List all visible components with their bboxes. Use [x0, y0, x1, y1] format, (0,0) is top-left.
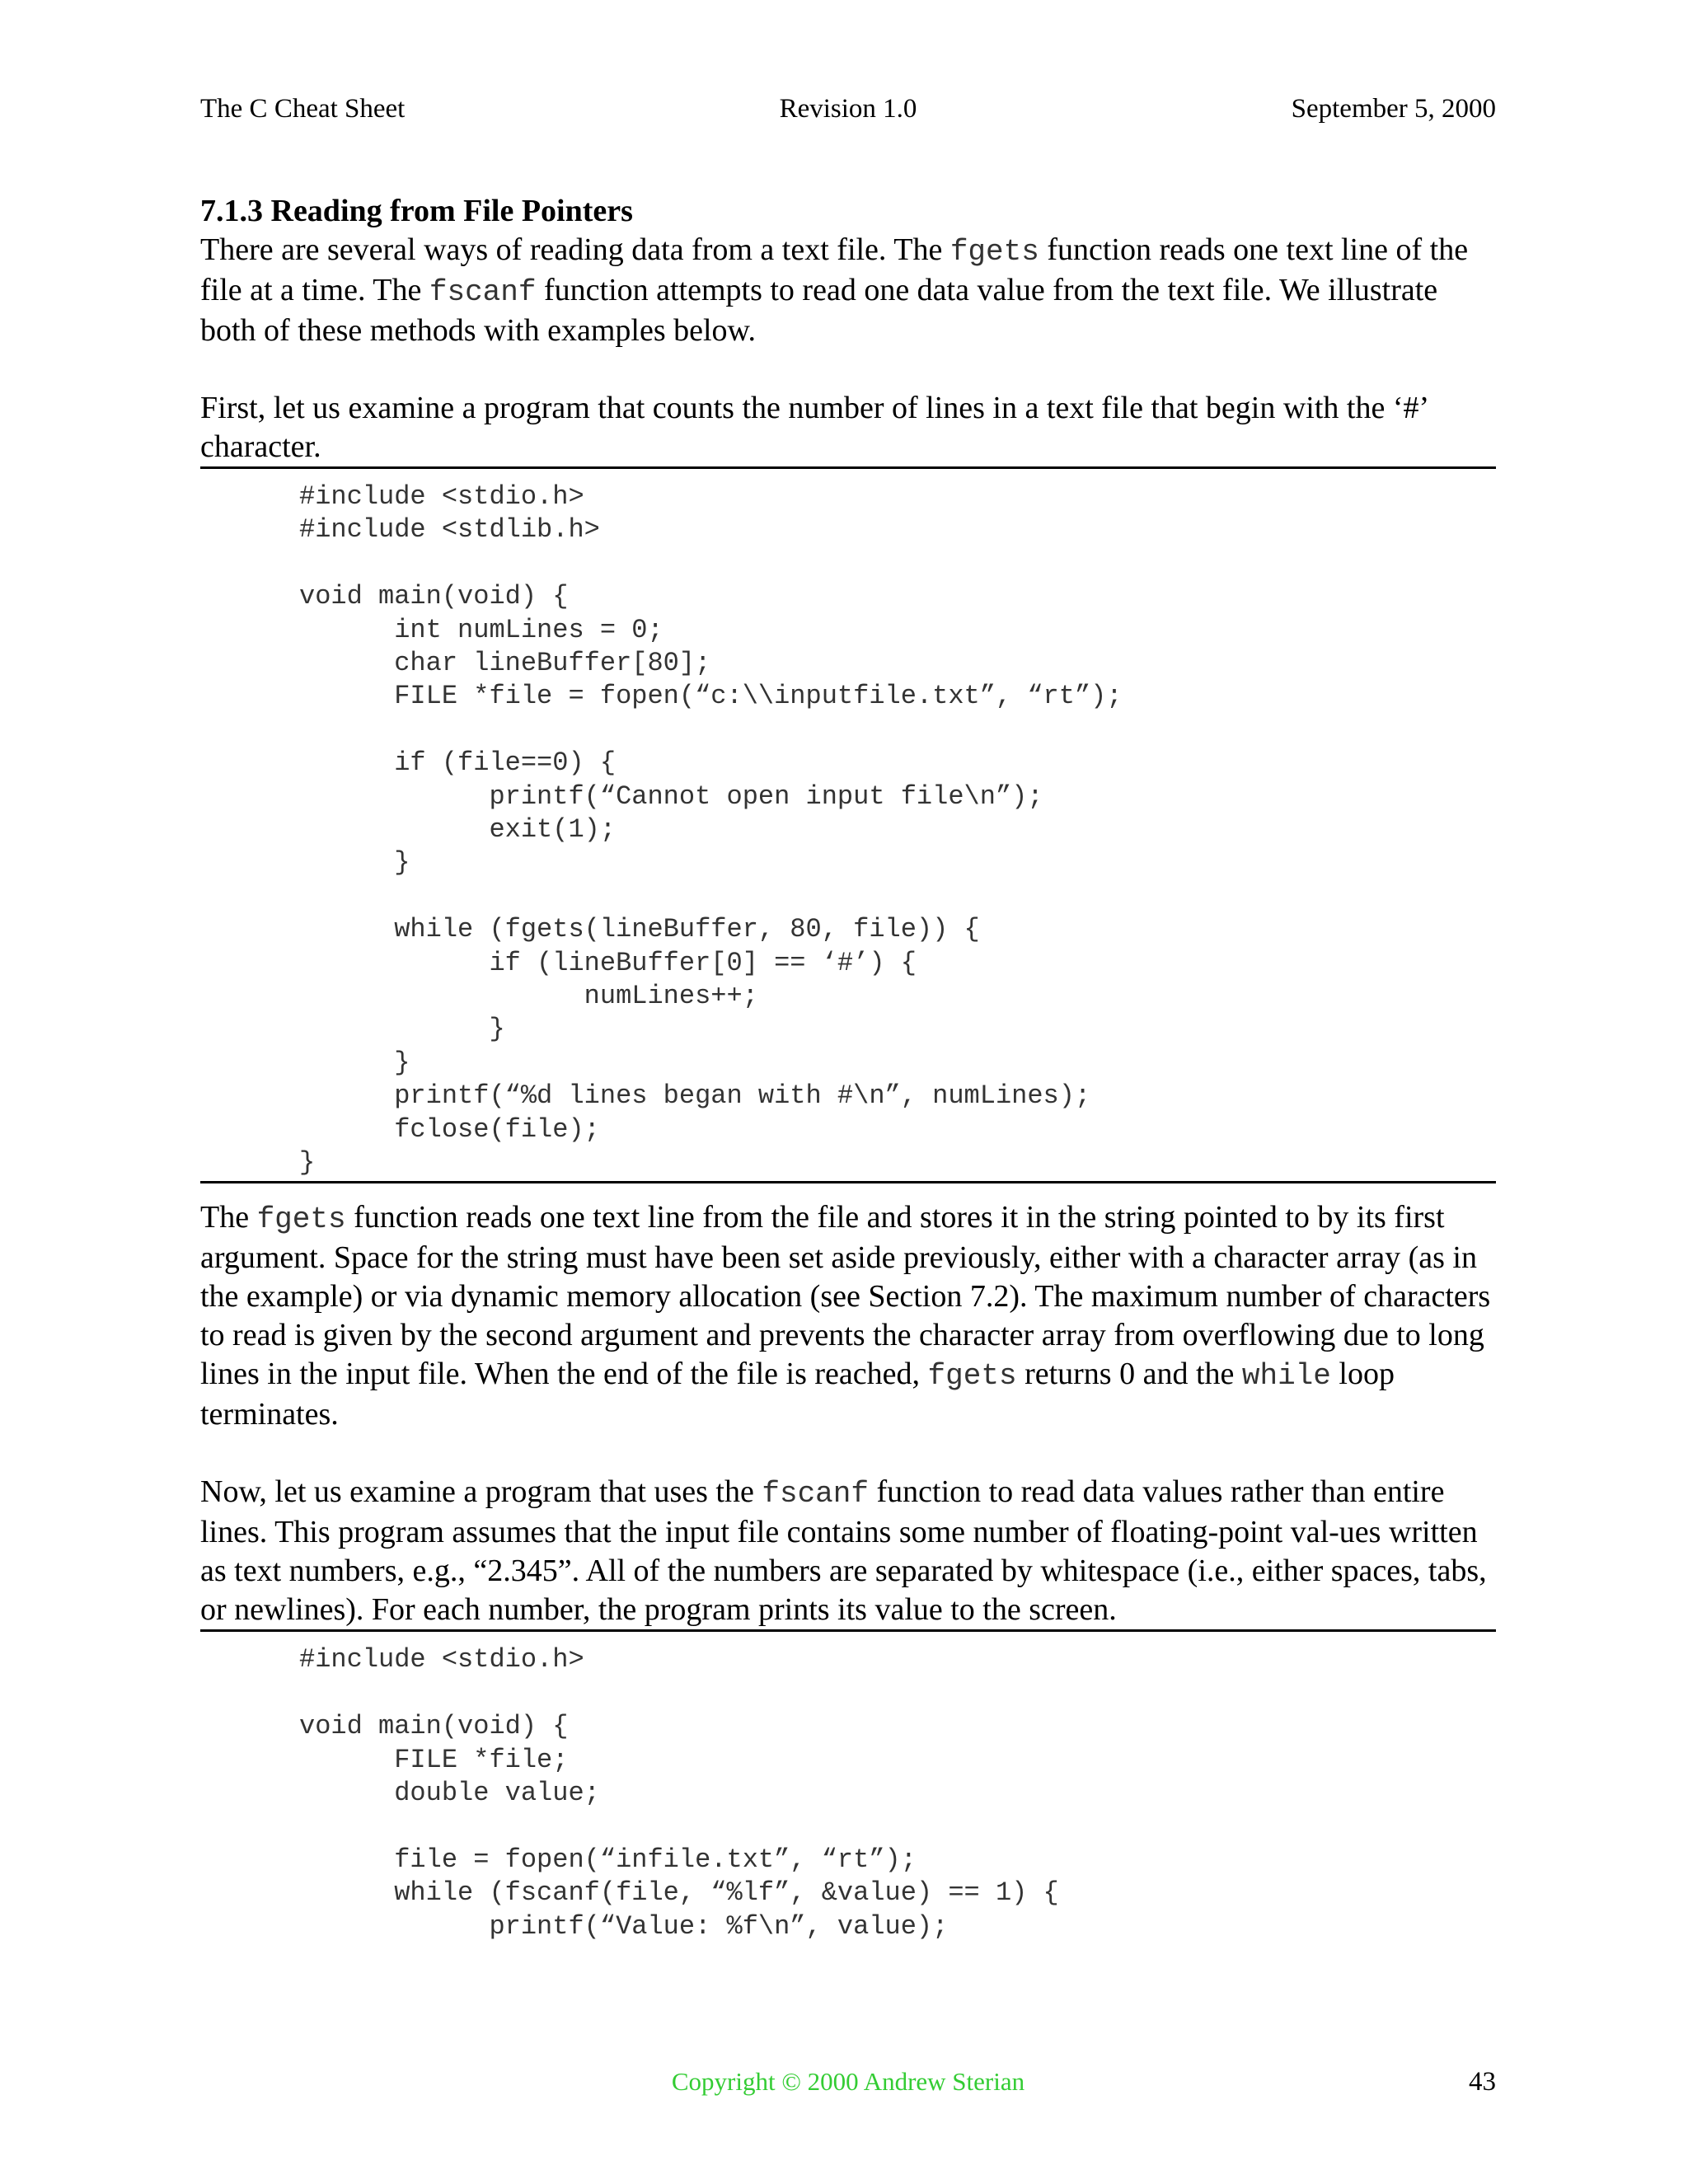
text-run: function reads one text line from the file and stores it in the string pointed to by its first argument. Space for the string must have been set aside previously, either with a character array (as in the example) or via dynamic memory allocation (see Section 7.2). The maximum number of characters to read is given by the second argument and prevents the character array from overflowing due to long lines in the input file. When the end of the file is reached,	[200, 1200, 1491, 1392]
fgets-explanation-paragraph	[200, 1198, 1496, 1434]
text-run: function attempts to read one data value from the text file. We illustrate both of these methods with examples below.	[200, 273, 1438, 348]
code-line: void main(void) {	[299, 581, 569, 612]
text-run: Now, let us examine a program that uses the	[200, 1474, 762, 1510]
code-line	[200, 714, 1496, 747]
code-line: while (fgets(lineBuffer, 80, file)) {	[299, 914, 980, 945]
paragraph-gap	[200, 1434, 1496, 1473]
code-line: printf(“Cannot open input file\n”);	[299, 780, 1043, 812]
text-run: function to read data values rather than entire lines. This program assumes that the input file contains some number of floating-point val-ues written as text numbers, e.g., “2.345”. All of the numbers are separated by whitespace (i.e., either spaces, tabs, or newlines). For each number, the program prints its value to the screen.	[200, 1474, 1487, 1628]
code-line: if (file==0) {	[299, 748, 617, 779]
code-listing-line-counter	[200, 466, 1496, 1183]
inline-code: while	[1241, 1359, 1331, 1394]
text-run: function reads one text line of the file at a time. The	[200, 232, 1469, 307]
code-line: numLines++;	[299, 981, 758, 1012]
code-line: FILE *file = fopen(“c:\\inputfile.txt”, “rt”);	[299, 681, 1123, 712]
code-line: #include <stdlib.h>	[299, 514, 600, 546]
inline-code: fgets	[950, 235, 1039, 269]
page-number: 43	[1469, 2067, 1496, 2097]
code-line: fclose(file);	[299, 1113, 600, 1145]
code-line: exit(1);	[299, 814, 617, 846]
code-line: FILE *file;	[299, 1744, 569, 1775]
header-date: September 5, 2000	[1291, 94, 1496, 124]
text-run: loop terminates.	[200, 1357, 1395, 1432]
paragraph-gap	[200, 350, 1496, 389]
inline-code: fscanf	[429, 275, 537, 309]
code-line: double value;	[299, 1778, 600, 1809]
code-line	[200, 547, 1496, 580]
code-line: printf(“Value: %f\n”, value);	[299, 1910, 949, 1942]
header-document-title: The C Cheat Sheet	[200, 94, 406, 124]
header-revision: Revision 1.0	[779, 94, 917, 124]
code-line: printf(“%d lines began with #\n”, numLines);	[299, 1080, 1091, 1112]
text-run: There are several ways of reading data from a text file. The	[200, 232, 950, 267]
code-line: int numLines = 0;	[299, 614, 663, 645]
code-line: }	[299, 1014, 505, 1045]
first-example-intro: First, let us examine a program that counts the number of lines in a text file that begin with the ‘#’ character.	[200, 391, 1428, 464]
intro-paragraph	[200, 231, 1496, 350]
page-content	[200, 191, 1496, 1945]
fscanf-example-intro	[200, 1473, 1496, 1629]
code-line: char lineBuffer[80];	[299, 648, 711, 679]
spacer	[200, 1183, 1496, 1198]
code-listing-fscanf	[200, 1629, 1496, 1945]
page-footer	[200, 2064, 1496, 2100]
inline-code: fscanf	[762, 1477, 869, 1511]
copyright-notice: Copyright © 2000 Andrew Sterian	[671, 2067, 1025, 2096]
code-line: #include <stdio.h>	[299, 1644, 584, 1675]
code-line: void main(void) {	[299, 1711, 569, 1742]
code-line: }	[299, 1047, 410, 1078]
code-line	[200, 1677, 1496, 1710]
code-line: #include <stdio.h>	[299, 481, 584, 512]
code-line: if (lineBuffer[0] == ‘#’) {	[299, 947, 917, 978]
text-run: The	[200, 1200, 257, 1235]
inline-code: fgets	[256, 1202, 346, 1237]
code-line: }	[299, 1147, 316, 1179]
text-run: returns 0 and the	[1016, 1357, 1242, 1392]
code-line	[200, 1811, 1496, 1844]
code-line	[200, 880, 1496, 913]
page-header	[200, 91, 1496, 127]
code-line: }	[299, 847, 410, 879]
inline-code: fgets	[927, 1359, 1017, 1394]
code-line: while (fscanf(file, “%lf”, &value) == 1) {	[299, 1877, 1059, 1909]
section-heading: 7.1.3 Reading from File Pointers	[200, 194, 633, 228]
code-line: file = fopen(“infile.txt”, “rt”);	[299, 1844, 917, 1875]
